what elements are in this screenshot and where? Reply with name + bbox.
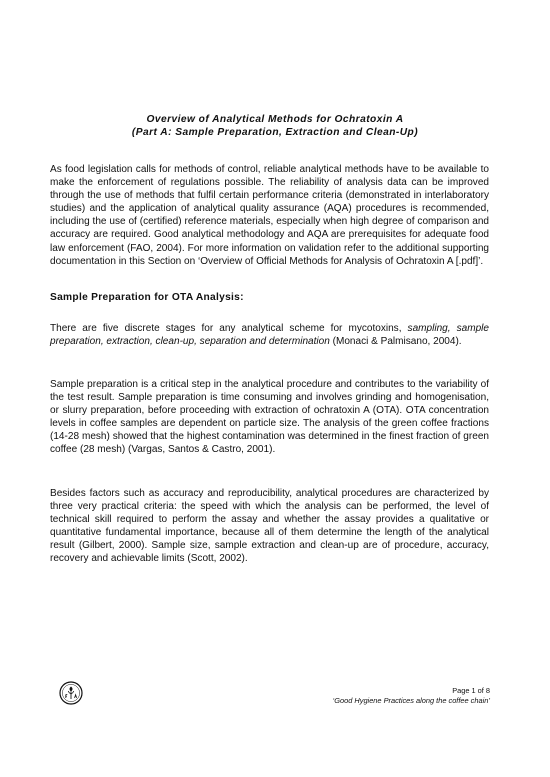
stages-text-before: There are five discrete stages for any analytical scheme for mycotoxins,	[50, 323, 408, 334]
intro-paragraph: As food legislation calls for methods of control, reliable analytical methods have to be available to make the enforcement of regulations possible. The reliability of analysis data can be improved through the use of methods that fulfil certain performance criteria (demonstrated in interlaboratory studies) and the application of analytical quality assurance (AQA) procedures is recommended, including the use of (certified) reference materials, especially when high degree of comparison and accuracy are required. Good analytical methodology and AQA are prerequisites for adequate food law enforcement (FAO, 2004). For more information on validation refer to the additional supporting documentation in this Section on ‘Overview of Official Methods for Analysis of Ochratoxin A [.pdf]’.	[50, 164, 489, 267]
title-line-1: Overview of Analytical Methods for Ochratoxin A	[146, 114, 404, 125]
stages-paragraph	[50, 322, 489, 348]
sample-preparation-paragraph: Sample preparation is a critical step in the analytical procedure and contributes to the variability of the test result. Sample preparation is time consuming and involves grinding and homogenisation, or slurry preparation, before proceeding with extraction of ochratoxin A (OTA). OTA concentration levels in coffee samples are dependent on particle size. The analysis of the green coffee fractions (14-28 mesh) showed that the highest contamination was determined in the finest fraction of green coffee (28 mesh) (Vargas, Santos & Castro, 2001).	[50, 379, 489, 456]
title-line-2: (Part A: Sample Preparation, Extraction and Clean-Up)	[131, 127, 419, 138]
stages-text-after: (Monaci & Palmisano, 2004).	[329, 336, 462, 348]
criteria-paragraph: Besides factors such as accuracy and reproducibility, analytical procedures are characterized by three very practical criteria: the speed with which the analysis can be performed, the level of technical skill required to perform the assay and whether the assay provides a qualitative or quantitative fundamental importance, because all of them determine the length of the analytical result (Gilbert, 2000). Sample size, sample extraction and clean-up are of procedure, accuracy, recovery and achievable limits (Scott, 2002).	[50, 488, 489, 565]
footer-source: ‘Good Hygiene Practices along the coffee chain’	[332, 696, 490, 705]
fao-logo-icon	[59, 681, 83, 705]
document-title	[60, 113, 490, 139]
page-footer	[333, 686, 490, 706]
section-heading: Sample Preparation for OTA Analysis:	[50, 292, 244, 303]
stages-emphasis: sampling, sample preparation, extraction, clean-up, separation and determination	[50, 323, 489, 348]
page-number: Page 1 of 8	[452, 686, 490, 695]
